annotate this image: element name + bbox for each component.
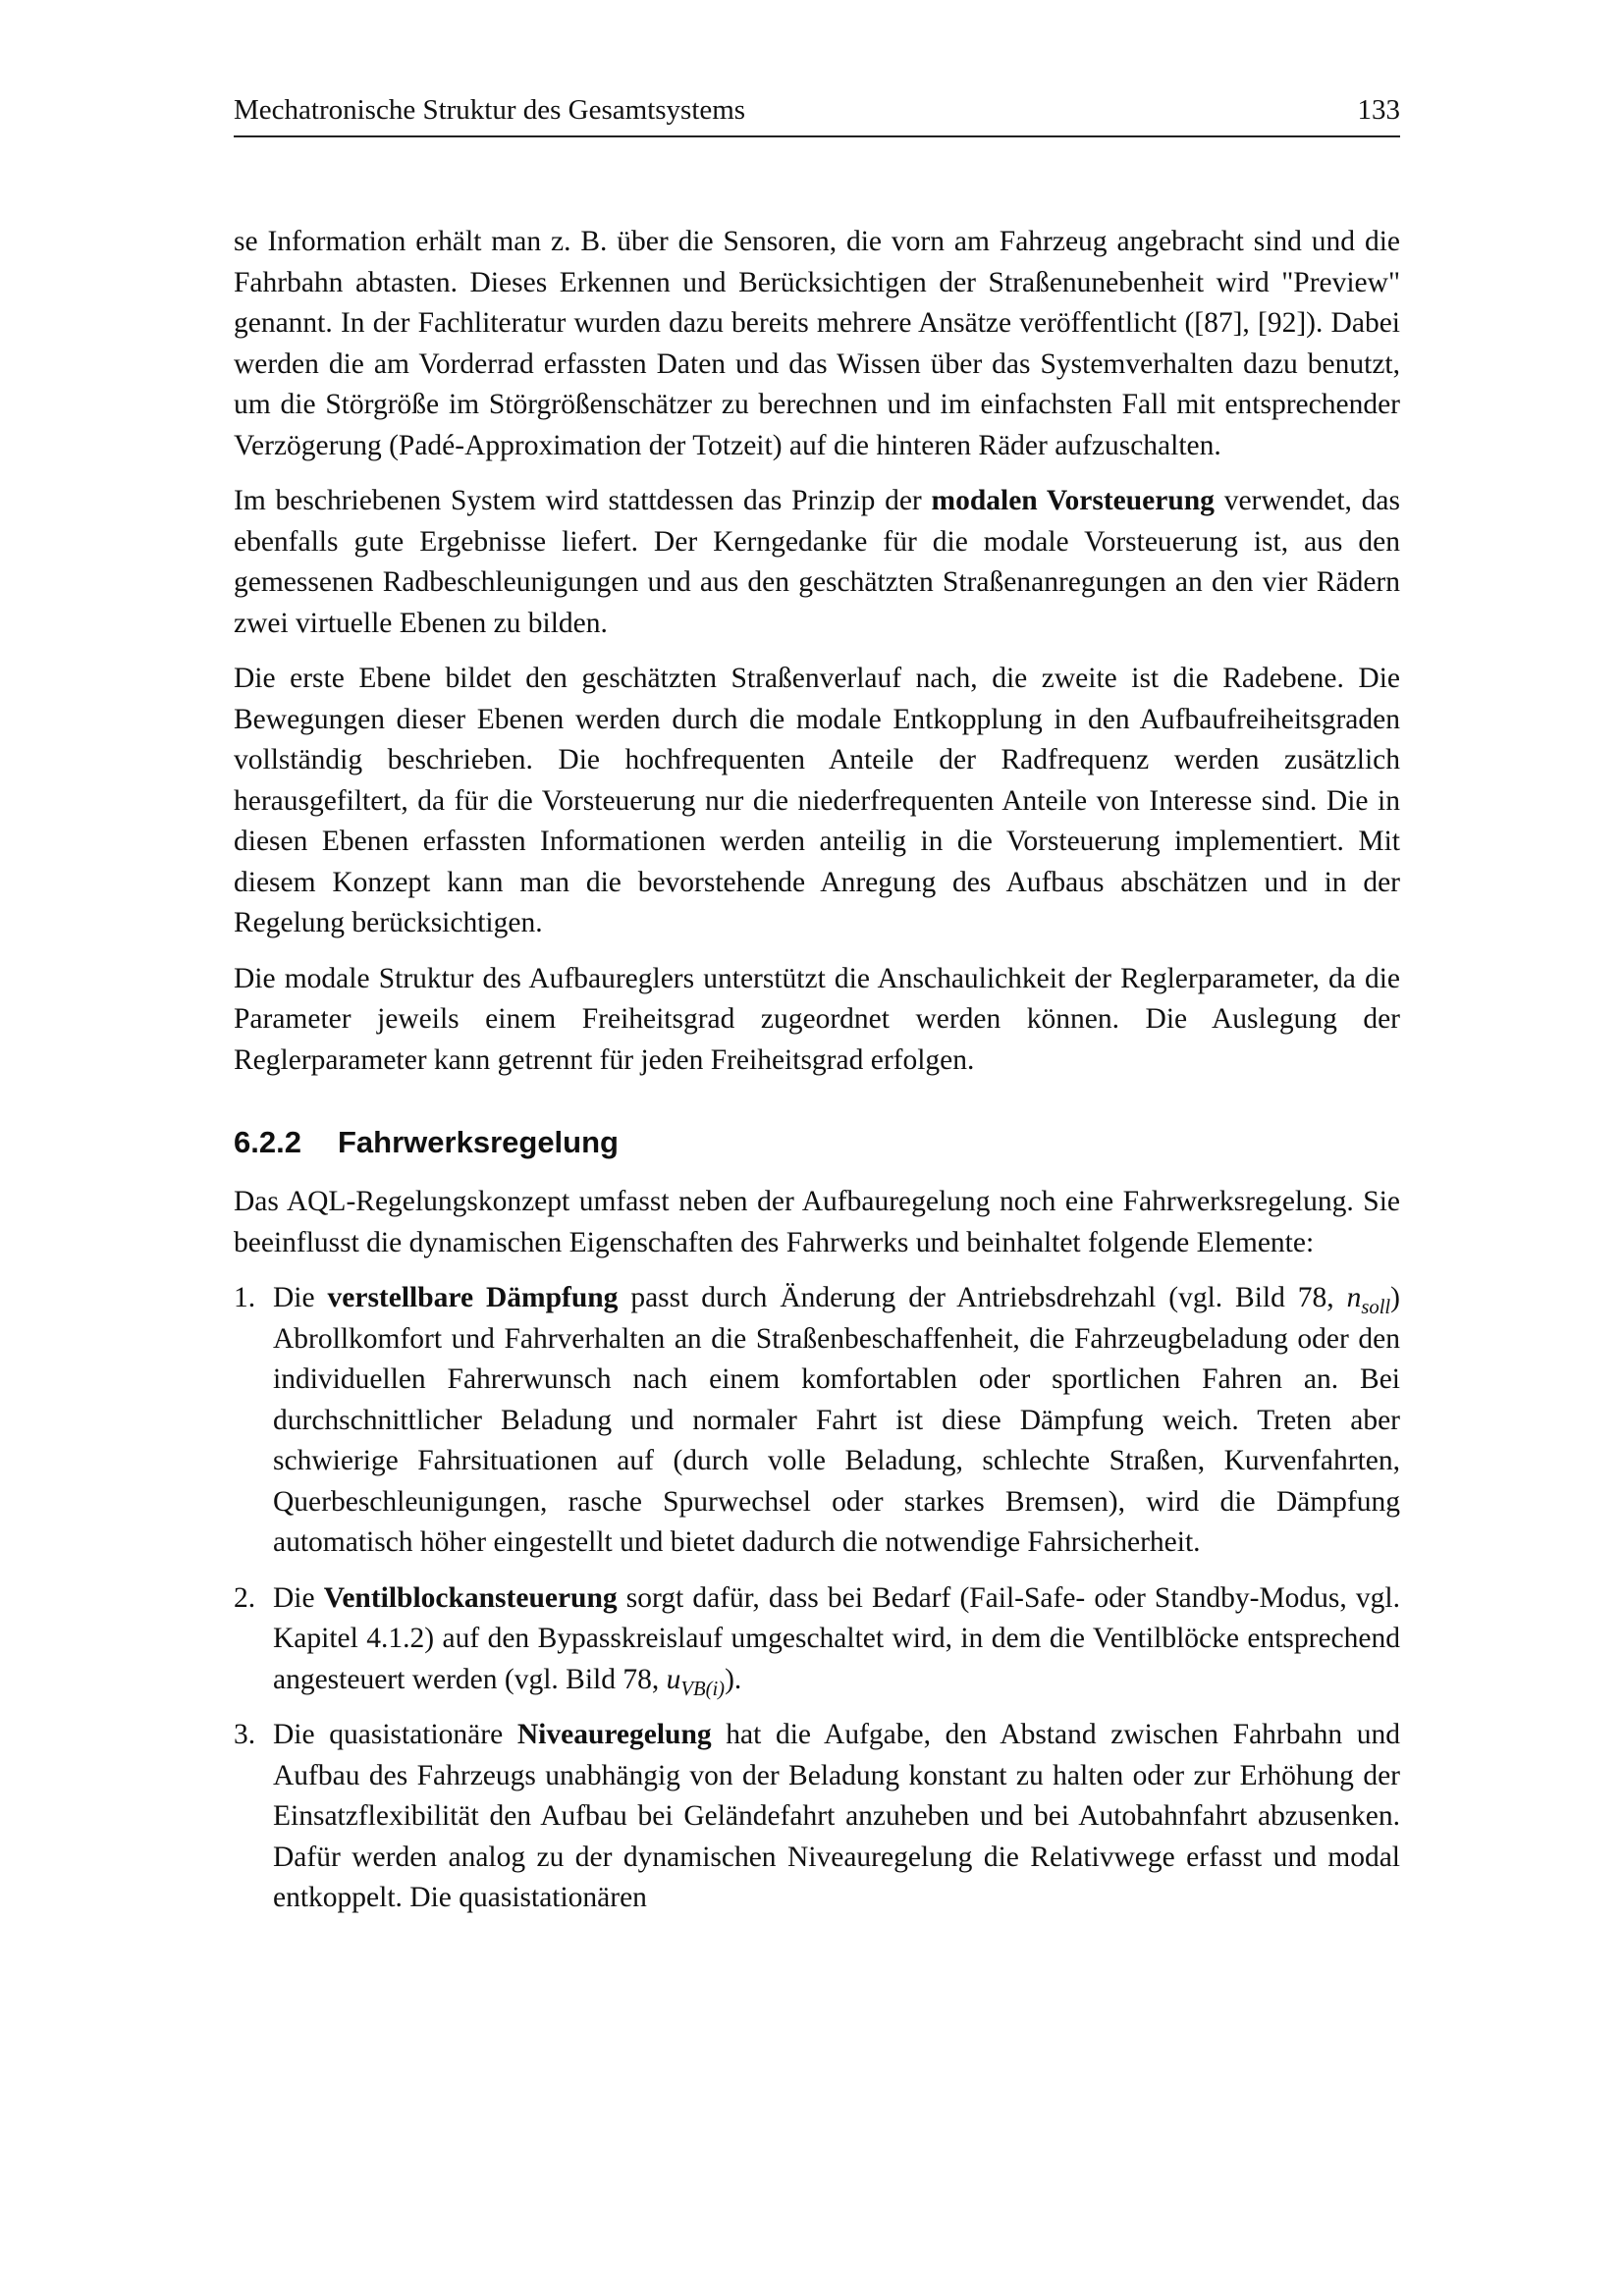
bold-term: verstellbare Dämpfung <box>327 1282 619 1313</box>
variable-symbol: n <box>1346 1282 1362 1313</box>
list-marker: 3. <box>234 1719 256 1750</box>
text-run: verwendet, das ebenfalls gute Ergebnisse liefert. Der Kerngedanke für die modale Vorsteuerung ist, aus den gemessenen Radbeschleunigungen und aus den geschätzten Straßenanregungen an den vier Rädern zwei virtuelle Ebenen zu bilden. <box>234 485 1401 639</box>
variable-subscript: VB(i) <box>680 1678 726 1700</box>
list-marker: 1. <box>234 1282 256 1313</box>
paragraph-planes: Die erste Ebene bildet den geschätzten Straßenverlauf nach, die zweite ist die Radebene. Die Bewegungen dieser Ebenen werden durch die modale Entkopplung in den Aufbaufreiheitsgraden vollständig beschrieben. Die hochfrequenten Anteile der Radfrequenz werden zusätzlich herausgefiltert, da für die Vorsteuerung nur die niederfrequenten Anteile von Interesse sind. Die in diesen Ebenen erfassten Informationen werden anteilig in die Vorsteuerung implementiert. Mit diesem Konzept kann man die bevorstehende Anregung des Aufbaus abschätzen und in der Regelung berücksichtigen. <box>234 663 1400 938</box>
element-list <box>234 1278 1400 1919</box>
list-marker: 2. <box>234 1581 256 1614</box>
text-run: sorgt dafür, dass bei Bedarf (Fail-Safe- oder Standby-Modus, vgl. Kapitel 4.1.2) auf den Bypasskreislauf umgeschaltet wird, in dem die Ventilblöcke entsprechend angesteuert werden (vgl. Bild 78, <box>273 1581 1400 1695</box>
section-heading <box>234 1123 1400 1162</box>
body-text <box>234 222 1400 1934</box>
running-header <box>234 90 1400 137</box>
list-item <box>234 1278 1400 1564</box>
page-number: 133 <box>1357 94 1400 126</box>
text-run: hat die Aufgabe, den Abstand zwischen Fahrbahn und Aufbau des Fahrzeugs unabhängig von der Beladung konstant zu halten oder zur Erhöhung der Einsatzflexibilität den Aufbau bei Geländefahrt anzuheben und bei Autobahnfahrt abzusenken. Dafür werden analog zu der dynamischen Niveauregelung die Relativwege erfasst und modal entkoppelt. Die quasistationären <box>273 1719 1400 1913</box>
section-title: Fahrwerksregelung <box>338 1125 619 1159</box>
bold-term: Ventilblockansteuerung <box>323 1581 618 1614</box>
section-number: 6.2.2 <box>234 1125 301 1159</box>
bold-term: Niveauregelung <box>516 1719 712 1750</box>
text-run: ). <box>725 1663 742 1695</box>
text-run: passt durch Änderung der Antriebsdrehzahl (vgl. Bild 78, <box>618 1282 1347 1313</box>
variable-subscript: soll <box>1361 1296 1391 1318</box>
header-title: Mechatronische Struktur des Gesamtsystems <box>234 94 746 126</box>
list-item <box>234 1715 1400 1919</box>
text-run: Die <box>273 1581 324 1614</box>
paragraph-preview: se Information erhält man z. B. über die Sensoren, die vorn am Fahrzeug angebracht sind und die Fahrbahn abtasten. Dieses Erkennen und Berücksichtigen der Straßenunebenheit wird "Preview" genannt. In der Fachliteratur wurden dazu bereits mehrere Ansätze veröffentlicht ([87], [92]). Dabei werden die am Vorderrad erfassten Daten und das Wissen über das Systemverhalten dazu benutzt, um die Störgröße im Störgrößenschätzer zu berechnen und im einfachsten Fall mit entsprechender Verzögerung (Padé-Approximation der Totzeit) auf die hinteren Räder aufzuschalten. <box>234 226 1400 461</box>
paragraph-modal-structure: Die modale Struktur des Aufbaureglers unterstützt die Anschaulichkeit der Reglerparameter, da die Parameter jeweils einem Freiheitsgrad zugeordnet werden können. Die Auslegung der Reglerparameter kann getrennt für jeden Freiheitsgrad erfolgen. <box>234 962 1400 1076</box>
text-run: ) Abrollkomfort und Fahrverhalten an die Straßenbeschaffenheit, die Fahrzeugbeladung oder den individuellen Fahrerwunsch nach einem komfortablen oder sportlichen Fahren an. Bei durchschnittlicher Beladung und normaler Fahrt ist diese Dämpfung weich. Treten aber schwierige Fahrsituationen auf (durch volle Beladung, schlechte Straßen, Kurvenfahrten, Querbeschleunigungen, rasche Spurwechsel oder starkes Bremsen), wird die Dämpfung automatisch höher eingestellt und bietet dadurch die notwendige Fahrsicherheit. <box>273 1282 1400 1558</box>
paragraph-modal-feedforward <box>234 481 1400 644</box>
section-intro: Das AQL-Regelungskonzept umfasst neben der Aufbauregelung noch eine Fahrwerksregelung. Sie beeinflusst die dynamischen Eigenschaften des Fahrwerks und beinhaltet folgende Elemente: <box>234 1186 1400 1258</box>
bold-term: modalen Vorsteuerung <box>931 485 1215 516</box>
list-item <box>234 1578 1400 1701</box>
text-run: Die quasistationäre <box>273 1719 517 1750</box>
text-run: Die <box>273 1282 328 1313</box>
text-run: Im beschriebenen System wird stattdessen das Prinzip der <box>234 485 932 516</box>
variable-symbol: u <box>666 1663 681 1695</box>
